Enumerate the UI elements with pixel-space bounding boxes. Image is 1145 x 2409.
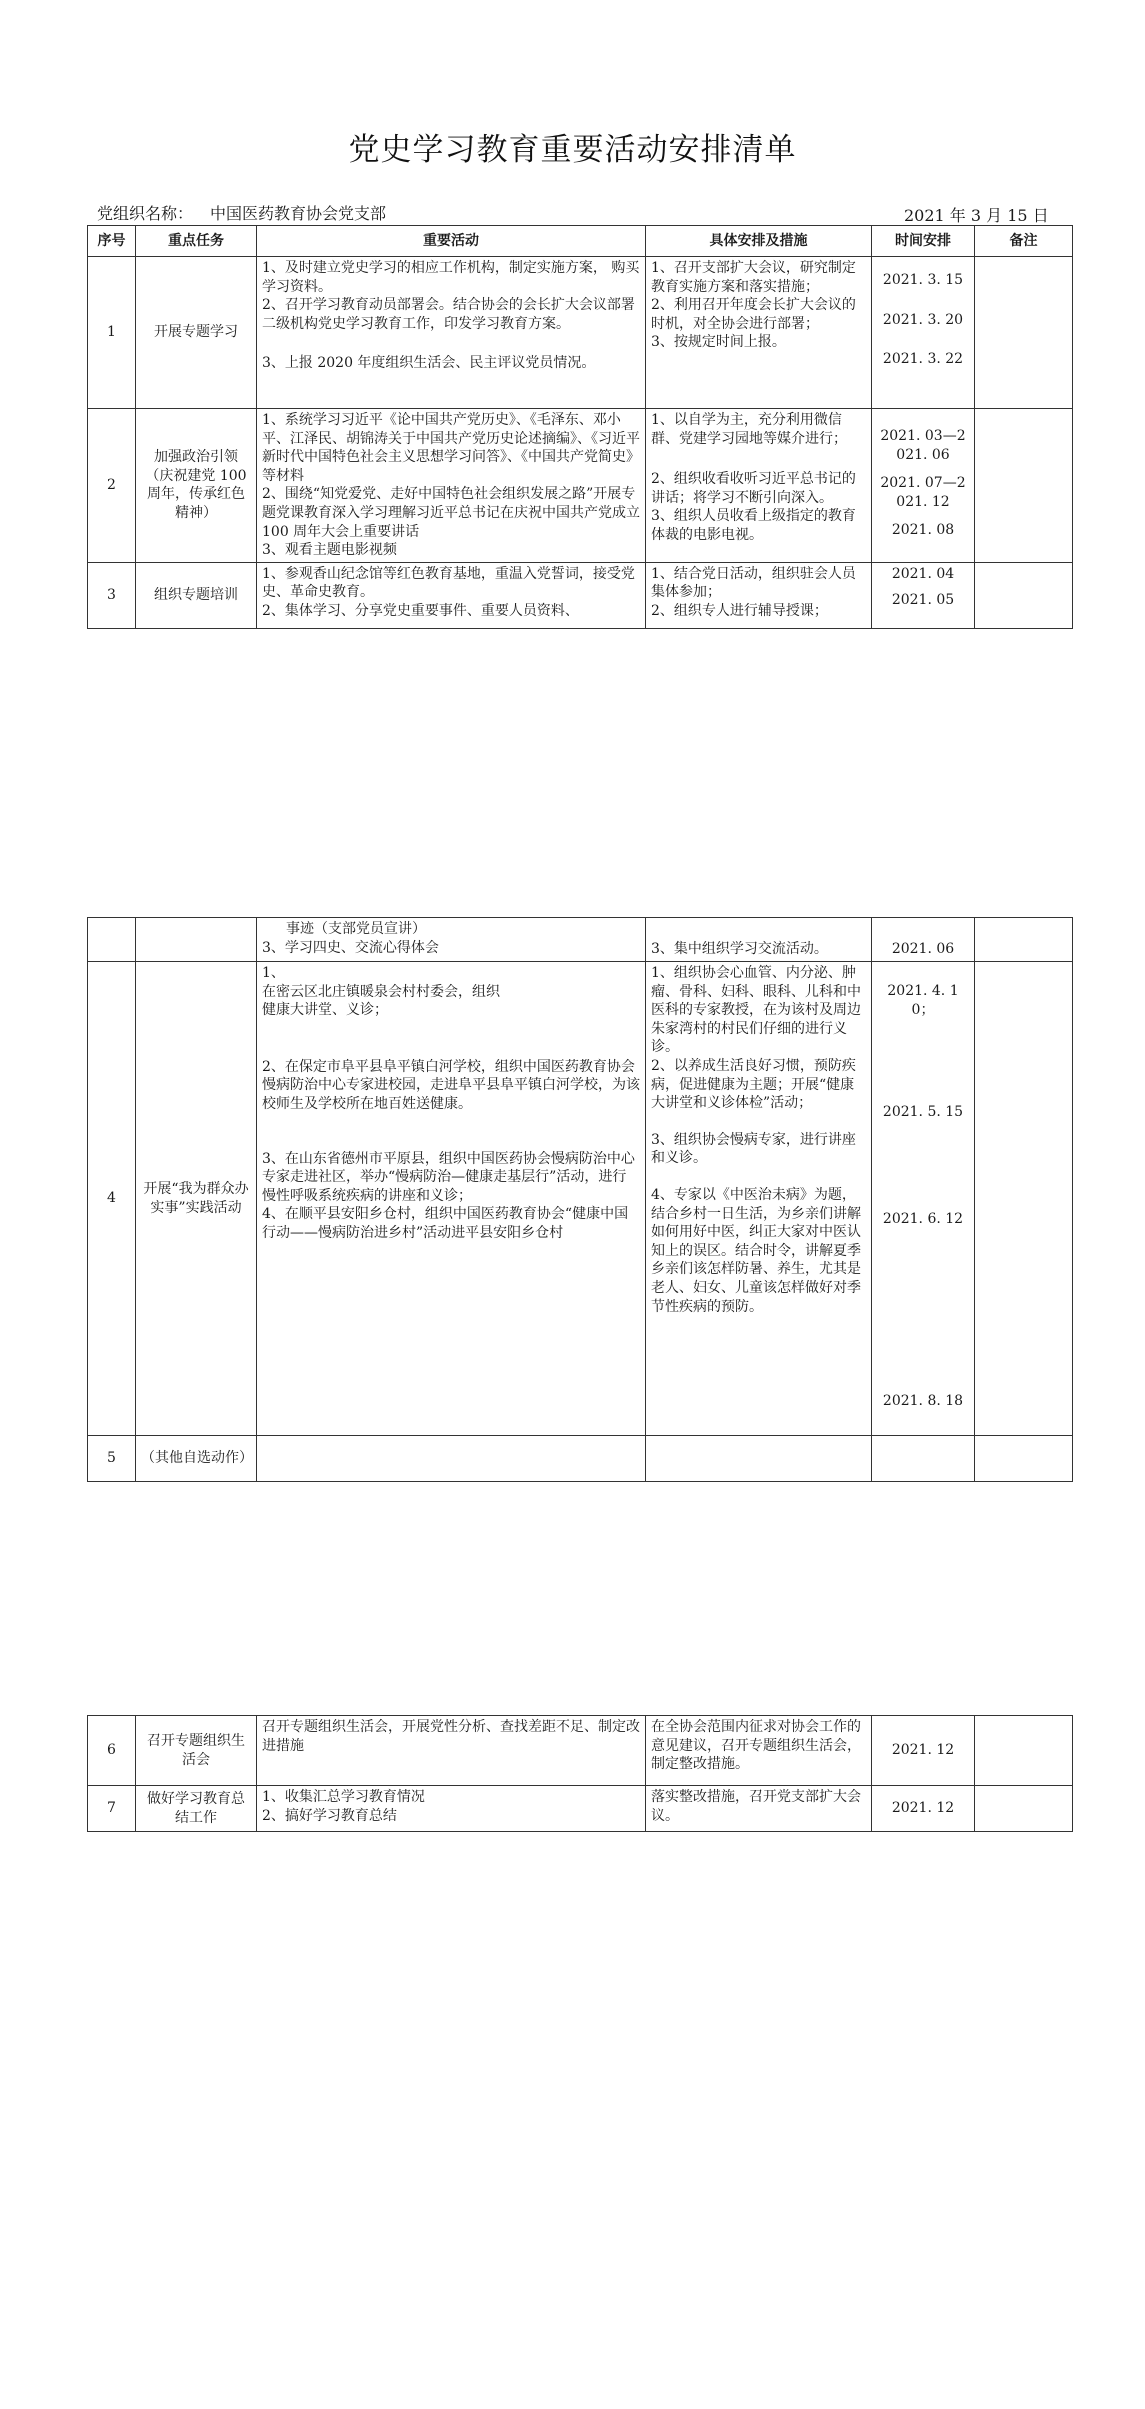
measures-cell: [646, 962, 872, 1436]
remarks-cell: [975, 409, 1073, 563]
measure-item: 2、组织收看收听习近平总书记的讲话；将学习不断引向深入。: [651, 471, 856, 506]
time-item: 2021. 5. 15: [882, 1104, 964, 1121]
measure-item: 1、组织协会心血管、内分泌、肿瘤、骨科、妇科、眼科、儿科和中医科的专家教授，在为该村及周边朱家湾村的村民们仔细的进行义诊。: [651, 965, 861, 1056]
time-cell: [872, 409, 975, 563]
time-item: 2021. 06: [891, 941, 955, 958]
document-date: 2021 年 3 月 15 日: [904, 206, 1049, 225]
time-item: 2021. 6. 12: [882, 1210, 964, 1227]
activity-item: 召开专题组织生活会，开展党性分析、查找差距不足、制定改进措施: [262, 1719, 640, 1754]
activities-cell: [257, 1786, 646, 1832]
time-item: 2021. 04: [891, 565, 955, 582]
key-task: 做好学习教育总结工作: [136, 1786, 257, 1832]
key-task: （其他自选动作）: [136, 1436, 257, 1482]
time-cell: [872, 1436, 975, 1482]
measure-item: 在全协会范围内征求对协会工作的意见建议，召开专题组织生活会，制定整改措施。: [651, 1719, 861, 1773]
table-row: [88, 1716, 1073, 1786]
measure-item: 4、专家以《中医治未病》为题，结合乡村一日生活，为乡亲们讲解如何用好中医，纠正大家对中医认知上的误区。结合时令，讲解夏季乡亲们该怎样防暑、养生，尤其是老人、妇女、儿童该怎样做好对季节性疾病的预防。: [651, 1186, 861, 1315]
header-task: 重点任务: [136, 226, 257, 257]
time-item: 2021. 12: [891, 1742, 955, 1759]
activity-item: 2、召开学习教育动员部署会。结合协会的会长扩大会议部署二级机构党史学习教育工作，印发学习教育方案。: [262, 297, 635, 332]
activities-cell: [257, 409, 646, 563]
measure-item: 3、集中组织学习交流活动。: [651, 941, 828, 958]
measure-item: 1、召开支部扩大会议，研究制定教育实施方案和落实措施；: [651, 260, 856, 295]
table-row: [88, 962, 1073, 1436]
measures-cell: [646, 918, 872, 962]
time-item: 2021. 4. 10；: [887, 983, 959, 1018]
activity-item: 1、: [262, 965, 285, 981]
measure-item: 3、组织人员收看上级指定的教育体裁的电影电视。: [651, 508, 856, 543]
activity-item: 4、在顺平县安阳乡仓村，组织中国医药教育协会“健康中国行动——慢病防治进乡村”活动进平县安阳乡仓村: [262, 1206, 629, 1241]
header-measures: 具体安排及措施: [646, 226, 872, 257]
activity-item: 1、及时建立党史学习的相应工作机构，制定实施方案， 购买学习资料。: [262, 260, 640, 295]
remarks-cell: [975, 1436, 1073, 1482]
row-number: 6: [88, 1716, 136, 1786]
remarks-cell: [975, 257, 1073, 409]
measures-cell: [646, 257, 872, 409]
table-row: [88, 918, 1073, 962]
activity-item: 1、系统学习习近平《论中国共产党历史》、《毛泽东、邓小平、江泽民、胡锦涛关于中国共产党历史论述摘编》、《习近平新时代中国特色社会主义思想学习问答》、《中国共产党简史》等材料: [262, 412, 640, 484]
key-task: 加强政治引领（庆祝建党 100 周年，传承红色精神）: [136, 409, 257, 563]
time-cell: [872, 257, 975, 409]
time-item: 2021. 08: [891, 522, 955, 539]
row-number: 3: [88, 562, 136, 628]
row-number: 2: [88, 409, 136, 563]
measures-cell: [646, 1786, 872, 1832]
measure-item: 落实整改措施，召开党支部扩大会议。: [651, 1789, 861, 1824]
table-row: [88, 1436, 1073, 1482]
time-item: 2021. 12: [891, 1800, 955, 1817]
measures-cell: [646, 1716, 872, 1786]
activities-cell: [257, 1436, 646, 1482]
time-item: 2021. 3. 20: [882, 311, 964, 328]
time-item: 2021. 05: [891, 592, 955, 609]
activity-item: 1、参观香山纪念馆等红色教育基地，重温入党誓词，接受党史、革命史教育。: [262, 565, 635, 601]
time-cell: [872, 1716, 975, 1786]
measures-cell: [646, 562, 872, 628]
time-cell: [872, 962, 975, 1436]
measures-cell: [646, 409, 872, 563]
remarks-cell: [975, 562, 1073, 628]
remarks-cell: [975, 962, 1073, 1436]
time-item: 2021. 07—2021. 12: [880, 475, 966, 510]
activity-item: 3、上报 2020 年度组织生活会、民主评议党员情况。: [262, 355, 596, 372]
page-title: 党史学习教育重要活动安排清单: [348, 132, 797, 168]
header-remarks: 备注: [975, 226, 1073, 257]
activities-cell: [257, 962, 646, 1436]
measures-cell: [646, 1436, 872, 1482]
measure-item: 1、以自学为主，充分利用微信群、党建学习园地等媒介进行；: [651, 412, 847, 447]
org-label: 党组织名称：: [97, 204, 194, 223]
row-number: 5: [88, 1436, 136, 1482]
activity-item: 2、集体学习、分享党史重要事件、重要人员资料、: [262, 602, 579, 619]
table-row: [88, 257, 1073, 409]
time-cell: [872, 918, 975, 962]
activity-item: 2、在保定市阜平县阜平镇白河学校，组织中国医药教育协会慢病防治中心专家进校园，走进阜平县阜平镇白河学校，为该校师生及学校所在地百姓送健康。: [262, 1058, 640, 1112]
remarks-cell: [975, 1786, 1073, 1832]
key-task: 开展“我为群众办实事”实践活动: [136, 962, 257, 1436]
time-item: 2021. 03—2021. 06: [880, 428, 966, 463]
header-no: 序号: [88, 226, 136, 257]
header-time: 时间安排: [872, 226, 975, 257]
header-activities: 重要活动: [257, 226, 646, 257]
table-header-row: [88, 226, 1073, 257]
key-task: 召开专题组织生活会: [136, 1716, 257, 1786]
activity-table-part2: [87, 917, 1073, 1482]
activities-cell: [257, 562, 646, 628]
activity-item: 3、学习四史、交流心得体会: [262, 939, 439, 956]
key-task: 组织专题培训: [136, 562, 257, 628]
activity-table-part3: [87, 1715, 1073, 1832]
row-number: 1: [88, 257, 136, 409]
activities-cell: [257, 257, 646, 409]
measure-item: 2、利用召开年度会长扩大会议的时机，对全协会进行部署；: [651, 297, 856, 332]
measure-item: 1、结合党日活动，组织驻会人员集体参加；: [651, 565, 856, 601]
activity-item: 健康大讲堂、义诊；: [262, 1002, 388, 1019]
time-cell: [872, 562, 975, 628]
activity-item: 2、围绕“知党爱党、走好中国特色社会组织发展之路”开展专题党课教育深入学习理解习近平总书记在庆祝中国共产党成立 100 周年大会上重要讲话: [262, 486, 640, 540]
activity-item: 2、搞好学习教育总结: [262, 1807, 397, 1824]
table-row: [88, 409, 1073, 563]
activity-item: 1、收集汇总学习教育情况: [262, 1789, 425, 1805]
activities-cell: [257, 1716, 646, 1786]
time-item: 2021. 3. 15: [882, 272, 964, 288]
row-number: 4: [88, 962, 136, 1436]
row-number: [88, 918, 136, 962]
activity-item: 3、在山东省德州市平原县，组织中国医药协会慢病防治中心专家走进社区，举办“慢病防治—健康走基层行”活动，进行慢性呼吸系统疾病的讲座和义诊；: [262, 1150, 635, 1204]
time-item: 2021. 8. 18: [882, 1393, 964, 1410]
activities-cell: [257, 918, 646, 962]
org-name: 中国医药教育协会党支部: [210, 204, 387, 223]
activity-item: 事迹（支部党员宣讲）: [286, 921, 426, 937]
activity-item: 在密云区北庄镇暖泉会村村委会，组织: [262, 983, 500, 1000]
measure-item: 3、组织协会慢病专家，进行讲座和义诊。: [651, 1131, 856, 1167]
activity-table-part1: [87, 225, 1073, 629]
measure-item: 2、组织专人进行辅导授课；: [651, 602, 828, 619]
remarks-cell: [975, 1716, 1073, 1786]
table-row: [88, 1786, 1073, 1832]
time-cell: [872, 1786, 975, 1832]
table-row: [88, 562, 1073, 628]
activity-item: 3、观看主题电影视频: [262, 542, 397, 559]
key-task: 开展专题学习: [136, 257, 257, 409]
row-number: 7: [88, 1786, 136, 1832]
measure-item: 2、以养成生活良好习惯，预防疾病，促进健康为主题；开展“健康大讲堂和义诊体检”活动；: [651, 1057, 856, 1112]
key-task: [136, 918, 257, 962]
measure-item: 3、按规定时间上报。: [651, 334, 786, 351]
time-item: 2021. 3. 22: [882, 351, 964, 368]
remarks-cell: [975, 918, 1073, 962]
